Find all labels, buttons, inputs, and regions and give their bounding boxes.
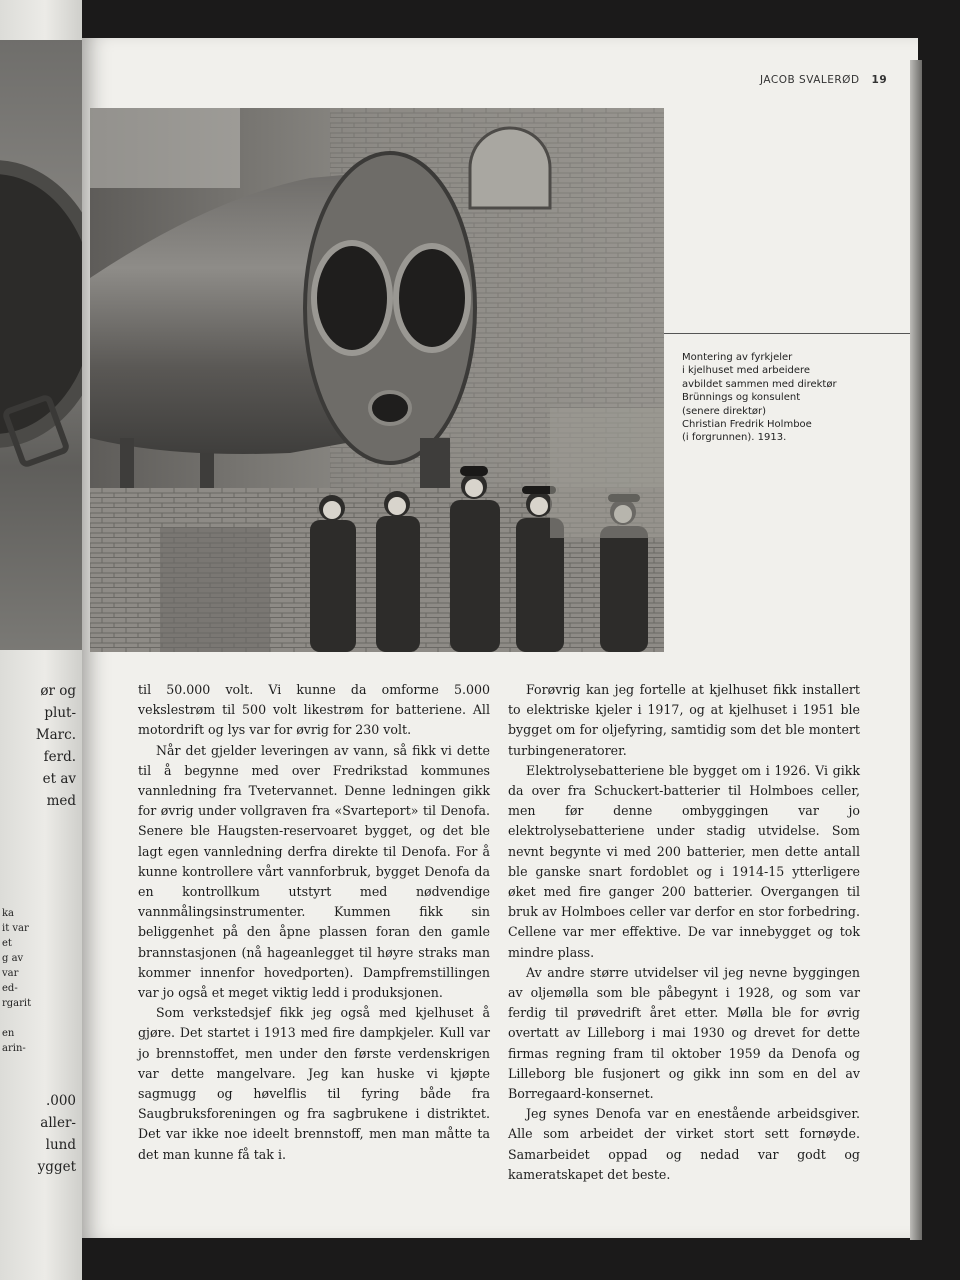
page-stack-edge xyxy=(910,60,922,1240)
left-page-fragment xyxy=(0,0,82,1280)
left-page-bottom-text xyxy=(0,1090,82,1178)
left-line: aller- xyxy=(40,1115,76,1131)
paragraph: Når det gjelder leveringen av vann, så fikk vi dette til å begynne med over Fredrikstad kommunes vannledning fra Tvetervannet. Denne ledningen gikk for øvrig under vollgraven fra «Svarteport» til Denofa. Senere ble Haugsten-reservoaret bygget, og det ble lagt egen vannledning derfra direkte til Denofa. For å kunne kontrollere vårt vannforbruk, bygget Denofa da en kontrollkum utstyrt med nødvendige vannmålingsinstrumenter. Kummen fikk sin beliggenhet på den åpne plassen foran den gamle brannstasjonen (nå hageanlegget til høyre straks man kommer innenfor hovedporten). Dampfremstillingen var jo også et meget viktig ledd i produksjonen. xyxy=(138,742,490,1001)
left-caption-line: it var xyxy=(2,923,29,934)
paragraph: Elektrolysebatteriene ble bygget om i 1926. Vi gikk da over fra Schuckert-batterier til Holmboes celler, men før denne ombyggingen var jo elektrolysebatteriene under stadig utvidelse. Som nevnt begynte vi med 200 batterier, men dette antall ble ganske snart fordoblet og i 1914-15 ytterligere øket med fire ganger 200 batterier. Overgangen til bruk av Holmboes celler var derfor en stor forbedring. Cellene var mer effektive. De var innebygget og tok mindre plass. xyxy=(508,762,860,960)
left-line: ør og xyxy=(40,683,76,699)
paragraph: Forøvrig kan jeg fortelle at kjelhuset fikk installert to elektriske kjeler i 1917, og at kjelhuset i 1951 ble bygget om for oljefyring, samtidig som det ble montert turbingeneratorer. xyxy=(508,682,860,758)
page-number: 19 xyxy=(871,74,888,86)
caption-line: Brünnings og konsulent xyxy=(682,392,801,404)
left-caption-line: rgarit xyxy=(2,998,32,1009)
paragraph: til 50.000 volt. Vi kunne da omforme 5.000 vekslestrøm til 500 volt likestrøm for batteriene. All motordrift og lys var for øvrig for 230 volt. xyxy=(138,682,490,738)
caption-line: Montering av fyrkjeler xyxy=(682,352,793,363)
text-column-right xyxy=(508,680,860,1185)
left-caption-line: et xyxy=(2,938,12,949)
left-line: plut- xyxy=(44,705,76,721)
left-caption-line: en xyxy=(2,1028,15,1039)
caption-line: (senere direktør) xyxy=(682,405,766,417)
caption-line: Christian Fredrik Holmboe xyxy=(682,419,812,431)
caption-rule xyxy=(664,333,910,334)
left-line: et av xyxy=(42,771,76,787)
caption-line: avbildet sammen med direktør xyxy=(682,378,837,390)
running-head xyxy=(760,74,887,86)
paragraph: Jeg synes Denofa var en enestående arbeidsgiver. Alle som arbeidet der virket stort sett fornøyde. Samarbeidet oppad og nedad var godt og kameratskapet det beste. xyxy=(508,1106,860,1182)
left-page-photo xyxy=(0,40,82,650)
caption-line: (i forgrunnen). 1913. xyxy=(682,432,787,444)
caption-line: i kjelhuset med arbeidere xyxy=(682,365,811,377)
left-page-text xyxy=(0,680,82,812)
left-line: Marc. xyxy=(35,727,76,743)
left-caption-line: ka xyxy=(2,908,15,919)
left-page-caption xyxy=(0,906,82,1056)
paragraph: Av andre større utvidelser vil jeg nevne byggingen av oljemølla som ble påbegynt i 1928, og som var ferdig til prøvedrift året etter. Mølla ble for øvrig overtatt av Lilleborg i mai 1930 og drevet for dette firmas regning fram til oktober 1959 da Denofa og Lilleborg ble fusjonert og gikk inn som en del av Borregaard-konsernet. xyxy=(508,964,860,1102)
paragraph: Som verkstedsjef fikk jeg også med kjelhuset å gjøre. Det startet i 1913 med fire dampkjeler. Kull var jo brennstoffet, men under den første verdenskrigen var dette mangelvare. Jeg kan huske vi kjøpte sagmugg og høvelflis til fyring både fra Saugbruksforeningen og fra sagbrukene i distriktet. Det var ikke noe ideelt brennstoff, men man måtte ta det man kunne få tak i. xyxy=(138,1005,490,1162)
left-caption-line: ed- xyxy=(2,983,18,994)
running-head-author: JACOB SVALERØD xyxy=(760,74,860,86)
photo-caption xyxy=(682,351,902,445)
left-line: ferd. xyxy=(43,749,76,765)
text-column-left xyxy=(138,680,490,1165)
left-caption-line: g av xyxy=(2,953,24,964)
left-line: med xyxy=(46,793,76,809)
left-caption-line: var xyxy=(2,968,19,979)
left-line: ygget xyxy=(37,1159,76,1175)
historic-boiler-photo xyxy=(90,108,664,652)
photo-illustration xyxy=(90,108,664,652)
left-caption-line: arin- xyxy=(2,1043,26,1054)
left-caption-line xyxy=(0,1011,82,1026)
left-line: .000 xyxy=(45,1093,76,1109)
left-line: lund xyxy=(45,1137,76,1153)
